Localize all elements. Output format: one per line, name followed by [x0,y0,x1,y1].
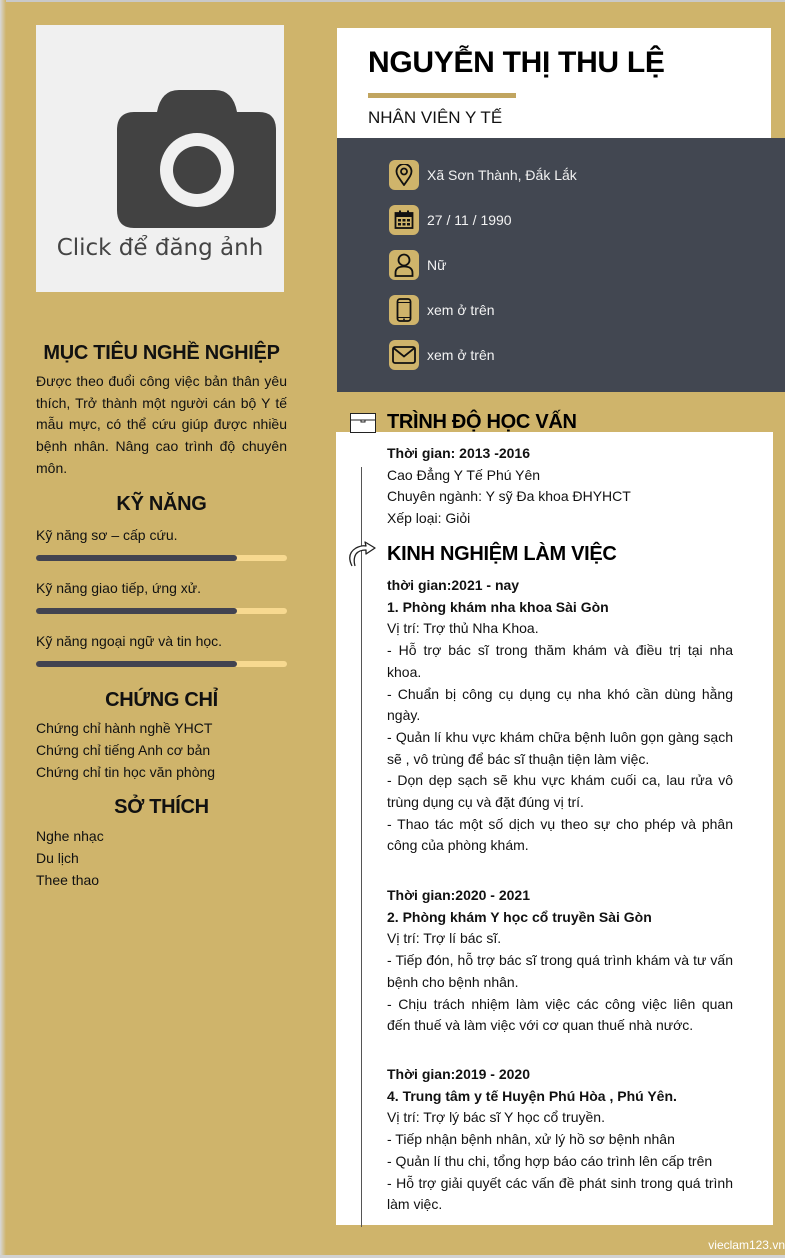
envelope-icon [389,340,419,370]
job-duty: - Tiếp đón, hỗ trợ bác sĩ trong quá trình khám và tư vấn bệnh cho bệnh nhân. [387,952,733,990]
skill-item [36,578,287,614]
left-column [36,340,287,891]
certificate-item: Chứng chỉ hành nghề YHCT [36,719,213,736]
hobbies-list [36,825,287,891]
objective-title: MỤC TIÊU NGHỀ NGHIỆP [43,342,280,364]
skill-item [36,631,287,667]
contact-gender [389,250,446,280]
curved-arrow-icon [346,540,376,568]
objective-text: Được theo đuổi công việc bản thân yêu thích, Trở thành một người cán bộ Y tế mẫu mực, có thể cứu giúp được nhiều bệnh nhân. Nâng cao trình độ chuyên môn. [36,373,287,476]
contact-gender-text: Nữ [427,257,447,273]
experience-entry [387,575,733,857]
job-duty: - Quản lí thu chi, tổng hợp báo cáo trình lên cấp trên [387,1152,713,1169]
job-duty: - Hỗ trợ bác sĩ trong thăm khám và điều trị tại nha khoa. [387,642,733,680]
job-duty: - Thao tác một số dịch vụ theo sự cho phép và phân công của phòng khám. [387,815,733,854]
experience-entry [387,1064,733,1216]
phone-icon [389,295,419,325]
job-time: Thời gian:2020 - 2021 [387,887,531,903]
page-left-shadow [0,0,6,1258]
skill-bar [36,661,287,667]
certificate-item: Chứng chỉ tin học văn phòng [36,763,216,780]
skills-title: KỸ NĂNG [116,492,207,515]
page-top-edge [0,0,785,2]
hobby-item: Nghe nhạc [36,827,104,844]
timeline-line [361,467,362,1227]
job-duty: - Chuẩn bị công cụ dụng cụ nha khó cần dùng hằng ngày. [387,685,733,724]
name-underline [368,93,516,98]
skill-label: Kỹ năng sơ – cấp cứu. [36,526,178,543]
certificate-item: Chứng chỉ tiếng Anh cơ bản [36,741,211,758]
contact-birthdate [389,205,512,235]
job-company: 2. Phòng khám Y học cổ truyền Sài Gòn [387,908,652,925]
skill-bar [36,555,287,561]
avatar-upload-label: Click để đăng ảnh [56,235,264,261]
skill-bar [36,608,287,614]
contact-address-text: Xã Sơn Thành, Đắk Lắk [427,167,577,183]
skill-label: Kỹ năng giao tiếp, ứng xử. [36,579,202,596]
contact-phone [389,295,495,325]
skill-bar-fill [36,608,237,614]
job-duty: - Dọn dẹp sạch sẽ khu vực khám cuối ca, lau rửa vô trùng dụng cụ và đặt đúng vị trí. [387,772,733,811]
hobbies-title: SỞ THÍCH [114,795,209,818]
contact-birthdate-text: 27 / 11 / 1990 [427,212,512,228]
education-grade: Xếp loại: Giỏi [387,510,471,527]
job-company: 4. Trung tâm y tế Huyện Phú Hòa , Phú Yên. [387,1087,677,1104]
experience-entry [387,885,733,1037]
job-company: 1. Phòng khám nha khoa Sài Gòn [387,598,609,615]
contact-email [389,340,495,370]
skill-label: Kỹ năng ngoại ngữ và tin học. [36,632,223,649]
location-pin-icon [389,160,419,190]
skill-bar-fill [36,661,237,667]
experience-title: KINH NGHIỆM LÀM VIỆC [387,543,617,565]
camera-icon [117,90,276,228]
job-title: NHÂN VIÊN Y TẾ [368,108,503,127]
job-position: Vị trí: Trợ thủ Nha Khoa. [387,620,539,637]
education-entry [387,443,733,530]
watermark-brand: vieclam123.vn [708,1238,785,1252]
skill-item [36,525,287,561]
hobby-item: Du lịch [36,849,79,866]
job-position: Vị trí: Trợ lý bác sĩ Y học cổ truyền. [387,1109,605,1126]
education-time: Thời gian: 2013 -2016 [387,445,531,461]
full-name: NGUYỄN THỊ THU LỆ [368,46,665,79]
hobby-item: Thee thao [36,871,100,888]
education-title: TRÌNH ĐỘ HỌC VẤN [387,411,577,433]
job-duty: - Tiếp nhận bệnh nhân, xử lý hồ sơ bệnh nhân [387,1131,675,1148]
certificates-title: CHỨNG CHỈ [105,688,218,711]
job-position: Vị trí: Trợ lí bác sĩ. [387,930,502,947]
job-time: Thời gian:2019 - 2020 [387,1066,531,1082]
job-duty: - Chịu trách nhiệm làm việc các công việc liên quan đến thuế và làm việc với cơ quan thuế nhà nước. [387,995,733,1034]
job-duty: - Quản lí khu vực khám chữa bệnh luôn gọn gàng sạch sẽ , vô trùng để bác sĩ thuận tiện làm việc. [387,728,733,767]
contact-email-text: xem ở trên [427,347,495,363]
education-major: Chuyên ngành: Y sỹ Đa khoa ĐHYHCT [387,488,631,505]
contact-panel [337,138,785,392]
skill-bar-fill [36,555,237,561]
job-time: thời gian:2021 - nay [387,577,520,593]
job-duty: - Hỗ trợ giải quyết các vấn đề phát sinh trong quá trình làm việc. [387,1174,733,1213]
contact-address [389,160,577,190]
certificates-list [36,717,287,783]
briefcase-icon [350,413,376,433]
name-header [337,28,771,138]
calendar-icon [389,205,419,235]
avatar-upload[interactable] [36,25,284,292]
contact-phone-text: xem ở trên [427,302,495,318]
education-school: Cao Đẳng Y Tế Phú Yên [387,466,541,483]
person-icon [389,250,419,280]
